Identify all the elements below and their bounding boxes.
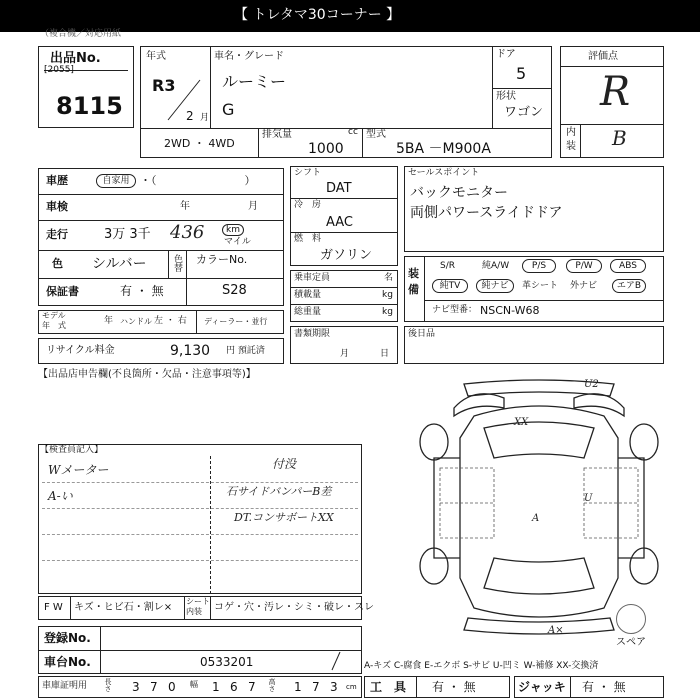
door-label: ドア xyxy=(496,49,516,60)
fw-seat-items: コゲ・穴・汚レ・シミ・破レ・スレ xyxy=(214,602,374,613)
cert-w-3: 7 xyxy=(248,680,256,694)
shift-value: DAT xyxy=(326,181,352,196)
cert-w-2: 6 xyxy=(230,680,238,694)
equip-sr: S/R xyxy=(440,261,455,271)
mileage-handwritten: 436 xyxy=(170,222,205,243)
recycle-label: リサイクル料金 xyxy=(46,345,115,356)
shape-value: ワゴン xyxy=(504,105,544,120)
displacement-label: 排気量 xyxy=(262,129,292,140)
tools-value: 有 ・ 無 xyxy=(432,680,476,694)
score-value: R xyxy=(600,69,631,115)
mileage-unit-mile: マイル xyxy=(224,237,251,247)
cert-w-1: 1 xyxy=(212,680,220,694)
diagram-ax: A× xyxy=(548,625,564,636)
color-label: 色 xyxy=(52,257,63,270)
equip-tv: 純TV xyxy=(432,279,468,293)
equip-abs: ABS xyxy=(610,259,646,273)
declaration-label: 【出品店申告欄(不良箇所・欠品・注意事項等)】 xyxy=(38,369,256,380)
car-label: 車名・グレード xyxy=(214,51,284,62)
top-clipped-text: （複合機／対応用紙 xyxy=(40,29,122,39)
diagram-u: U xyxy=(584,493,593,504)
inspector-note-2: A-い xyxy=(48,489,73,503)
inspector-note-1: Wメーター xyxy=(48,463,109,477)
inspector-note-3: 付没 xyxy=(272,457,297,471)
lot-code: [2055] xyxy=(44,65,74,75)
shape-label: 形状 xyxy=(496,91,516,102)
history-rest: ・（ ） xyxy=(140,174,256,187)
fw-seat-2: 内装 xyxy=(186,607,202,616)
warranty-value: 有 ・ 無 xyxy=(120,284,164,298)
damage-legend: A-キズ C-腐食 E-エクボ S-サビ U-凹ミ W-補修 XX-交換済 xyxy=(364,661,599,671)
displacement-value: 1000 xyxy=(308,141,344,157)
cert-width: 幅 xyxy=(190,680,198,689)
car-grade: G xyxy=(222,100,235,119)
displacement-unit: cc xyxy=(348,127,358,137)
interior-label-2: 装 xyxy=(566,141,576,152)
sales-point-label: セールスポイント xyxy=(408,168,480,178)
color-change-label: 色替 xyxy=(172,254,182,272)
inspector-note-5: DT.コンサボートXX xyxy=(234,511,334,524)
history-value: 自家用 xyxy=(96,174,136,188)
recycle-unit: 円 預託済 xyxy=(226,346,265,356)
spare-tire-icon xyxy=(616,604,646,634)
color-code: S28 xyxy=(222,283,247,298)
equip-airbag: エアB xyxy=(612,279,646,293)
model-year-l1: モデル xyxy=(42,311,66,320)
capacity-label: 乗車定員 xyxy=(294,273,331,283)
gross-label: 総重量 xyxy=(294,307,322,317)
model-year-handle: ハンドル xyxy=(120,317,152,326)
jack-label: ジャッキ xyxy=(518,680,566,694)
recycle-value: 9,130 xyxy=(170,343,211,359)
model-year-year: 年 xyxy=(104,316,114,326)
diagram-xx: XX xyxy=(514,417,529,428)
cert-h-1: 1 xyxy=(294,680,302,694)
equipment-label-1: 装 xyxy=(408,267,419,280)
equip-navi: 純ナビ xyxy=(476,279,514,293)
aircon-value: AAC xyxy=(326,215,353,230)
fuel-value: ガソリン xyxy=(320,248,373,263)
sales-point-line1: バックモニター xyxy=(410,185,508,201)
aircon-label: 冷 房 xyxy=(294,200,322,210)
warranty-label: 保証書 xyxy=(46,285,79,298)
navi-label: ナビ型番： xyxy=(432,305,478,315)
cert-len-1: 3 xyxy=(132,680,140,694)
color-value: シルバー xyxy=(92,256,147,272)
drive-type: 2WD ・ 4WD xyxy=(164,137,235,150)
deadline-label: 書類期限 xyxy=(294,329,331,339)
sales-point-line2: 両側パワースライドドア xyxy=(410,205,563,221)
cert-h-3: 3 xyxy=(330,680,338,694)
cert-len: 長さ xyxy=(104,678,112,692)
spare-label: スペア xyxy=(616,637,646,648)
equip-pw: P/W xyxy=(566,259,602,273)
model-value: 5BA －M900A xyxy=(396,141,491,157)
mileage-value: 3万 3千 xyxy=(104,227,151,242)
model-year-handle-opts: 左 ・ 右 xyxy=(154,316,187,326)
chassis-label: 車台No. xyxy=(44,655,91,669)
mileage-label: 走行 xyxy=(46,228,68,241)
equip-extnavi: 外ナビ xyxy=(570,281,598,291)
cert-len-2: 7 xyxy=(150,680,158,694)
lot-label: 出品No. xyxy=(50,51,101,66)
cert-h-2: 7 xyxy=(312,680,320,694)
interior-value: B xyxy=(612,126,627,150)
cert-height: 高さ xyxy=(268,678,276,692)
interior-label-1: 内 xyxy=(566,127,576,138)
equipment-label-2: 備 xyxy=(408,283,419,296)
capacity-unit: 名 xyxy=(384,273,394,283)
deadline-day: 日 xyxy=(380,349,390,359)
deadline-month: 月 xyxy=(340,349,350,359)
year-label: 年式 xyxy=(146,51,166,62)
history-label: 車歴 xyxy=(46,174,68,187)
gross-unit: kg xyxy=(382,307,393,317)
mileage-unit-km: km xyxy=(222,224,244,236)
car-damage-diagram xyxy=(404,378,674,636)
diagram-u2: U2 xyxy=(584,379,599,390)
cert-label: 車庫証明用 xyxy=(42,681,88,691)
door-value: 5 xyxy=(516,64,527,83)
equip-ps: P/S xyxy=(522,259,556,273)
inspector-note-4: 石サイドバンパーB差 xyxy=(226,485,332,498)
model-year-l2: 年 式 xyxy=(42,321,66,330)
chassis-check-mark xyxy=(328,650,344,672)
jack-value: 有 ・ 無 xyxy=(582,680,626,694)
model-label: 型式 xyxy=(366,129,386,140)
cert-len-3: 0 xyxy=(168,680,176,694)
fuel-label: 燃 料 xyxy=(294,234,322,244)
registration-label: 登録No. xyxy=(44,631,91,645)
year-month: 2 xyxy=(186,109,194,123)
attachment-box xyxy=(404,326,664,364)
load-label: 積載量 xyxy=(294,290,322,300)
fw-label: F W xyxy=(44,602,63,613)
car-name: ルーミー xyxy=(222,72,287,91)
inspection-label: 車検 xyxy=(46,200,68,213)
fw-items: キズ・ヒビ石・割レ× xyxy=(74,602,173,613)
shift-label: シフト xyxy=(294,168,322,178)
lot-number: 8115 xyxy=(56,92,123,120)
color-code-label: カラーNo. xyxy=(196,253,248,266)
load-unit: kg xyxy=(382,290,393,300)
cert-cm: cm xyxy=(346,683,357,691)
banner-title: 【 トレタマ30コーナー 】 xyxy=(234,7,401,23)
navi-model: NSCN-W68 xyxy=(480,304,540,317)
year-month-unit: 月 xyxy=(200,113,210,123)
model-year-dealer: ディーラー・並行 xyxy=(204,317,268,326)
tools-label: 工 具 xyxy=(370,680,407,694)
score-label: 評価点 xyxy=(588,51,618,62)
inspector-label: 【検査員記入】 xyxy=(40,445,104,455)
year-era: R3 xyxy=(152,76,176,95)
diagram-a: A xyxy=(532,513,540,524)
attachment-label: 後日品 xyxy=(408,329,436,339)
inspection-year: 年 xyxy=(180,201,190,212)
inspection-month: 月 xyxy=(248,201,258,212)
chassis-value: 0533201 xyxy=(200,655,254,669)
equip-aw: 純A/W xyxy=(482,261,510,271)
fw-seat-1: シート xyxy=(186,597,210,606)
equip-leather: 革シート xyxy=(522,281,559,291)
